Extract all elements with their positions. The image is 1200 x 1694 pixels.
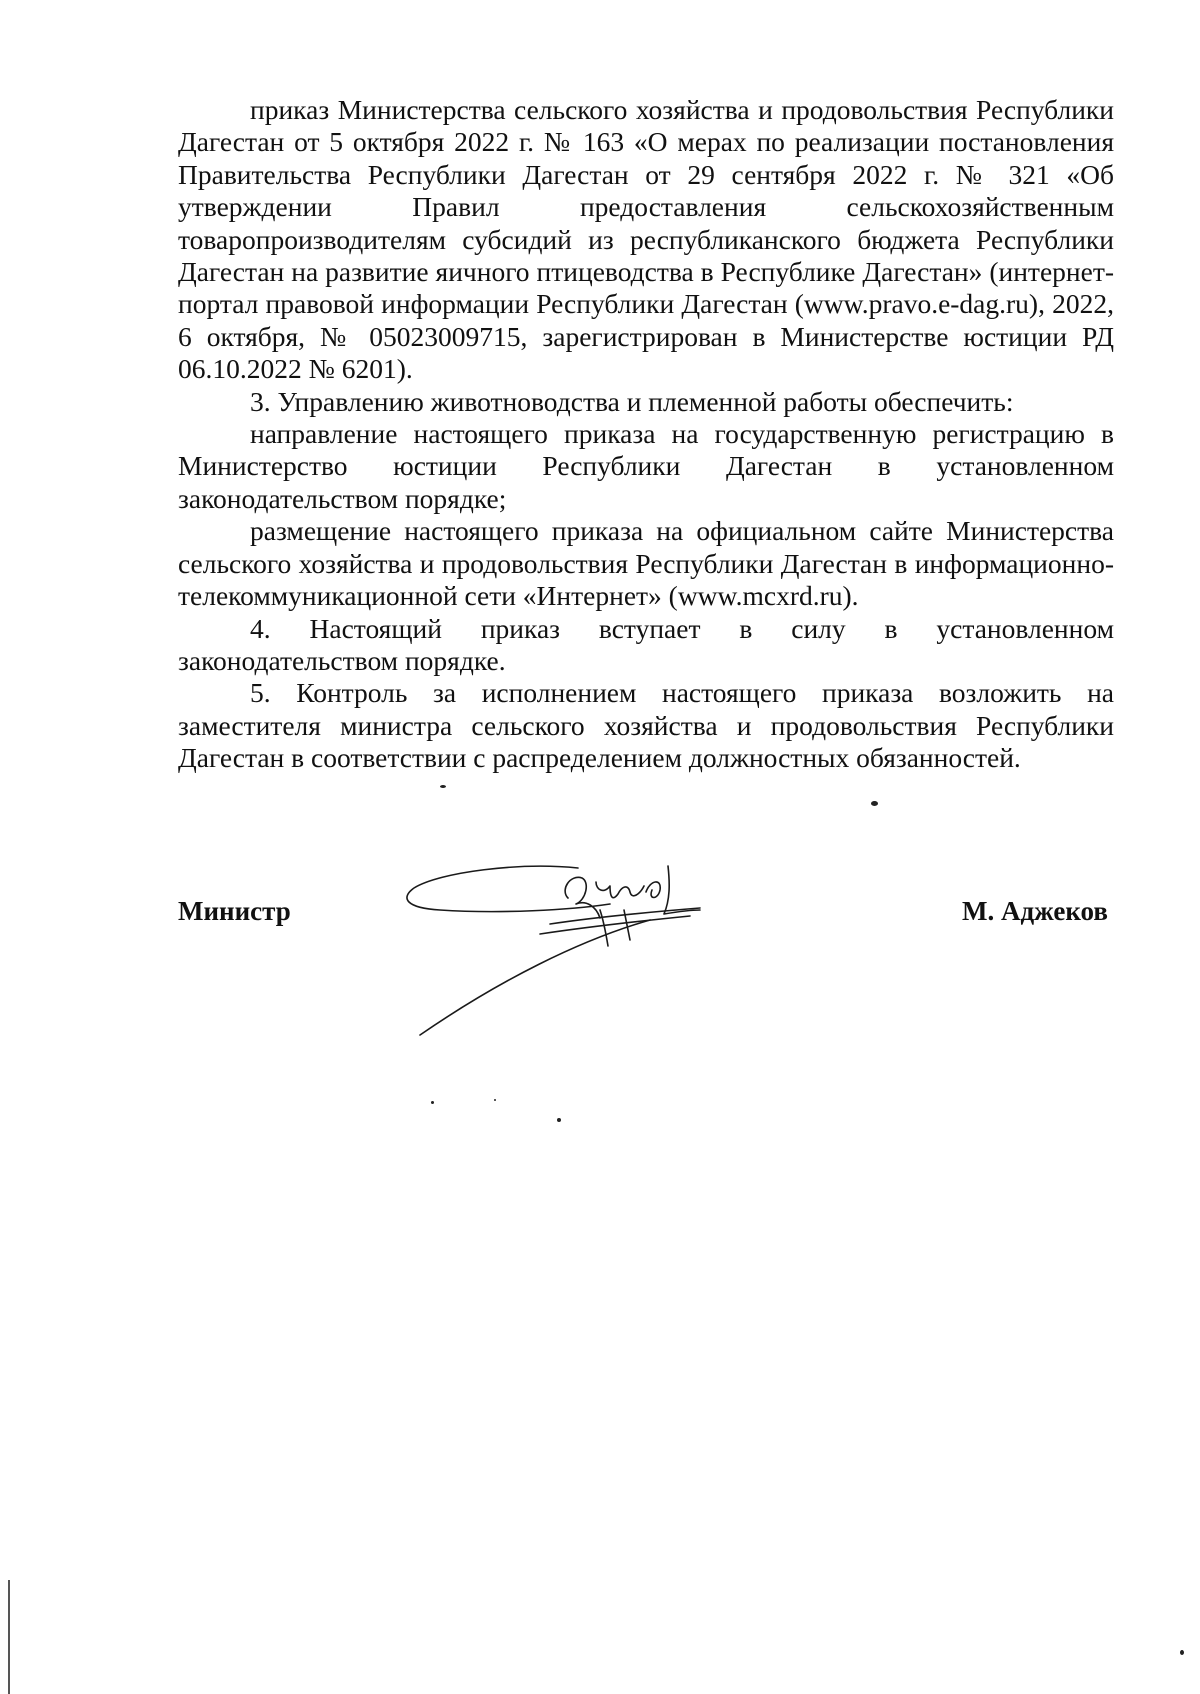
paragraph-item-3: 3. Управлению животноводства и племенной работы обеспечить:	[250, 385, 1014, 417]
handwritten-signature	[400, 860, 760, 1050]
paragraph-order-reference: приказ Министерства сельского хозяйства и продовольствия Республики Дагестан от 5 октября 2022 г. № 163 «О мерах по реализации постановления Правительства Республики Дагестан от 29 сентября 2022 г. № 321 «Об утверждении Правил предоставления сельскохозяйственным товаропроизводителям субсидий из республиканского бюджета Республики Дагестан на развитие яичного птицеводства в Республике Дагестан» (интернет-портал правовой информации Республики Дагестан (www.pravo.e-dag.ru), 2022, 6 октября, № 05023009715, зарегистрирован в Министерстве юстиции РД 06.10.2022 № 6201).	[178, 94, 1114, 385]
document-body	[178, 94, 1114, 775]
paragraph-item-4: 4. Настоящий приказ вступает в силу в установленном законодательством порядке.	[178, 612, 1114, 676]
paragraph-publication: размещение настоящего приказа на официальном сайте Министерства сельского хозяйства и продовольствия Республики Дагестан в информационно-телекоммуникационной сети «Интернет» (www.mcxrd.ru).	[178, 515, 1114, 612]
signatory-name: М. Аджеков	[962, 896, 1108, 926]
scan-edge-line	[8, 1580, 10, 1694]
signatory-title: Министр	[178, 896, 291, 926]
scan-speck	[1180, 1650, 1184, 1655]
scan-speck	[440, 785, 446, 788]
paragraph-registration: направление настоящего приказа на государственную регистрацию в Министерство юстиции Республики Дагестан в установленном законодательством порядке;	[178, 418, 1114, 514]
scan-speck	[871, 801, 878, 806]
scan-speck	[557, 1118, 561, 1122]
paragraph-item-5: 5. Контроль за исполнением настоящего приказа возложить на заместителя министра сельского хозяйства и продовольствия Республики Дагестан в соответствии с распределением должностных обязанностей.	[178, 677, 1114, 774]
scan-speck	[431, 1101, 434, 1104]
scan-speck	[494, 1099, 496, 1101]
